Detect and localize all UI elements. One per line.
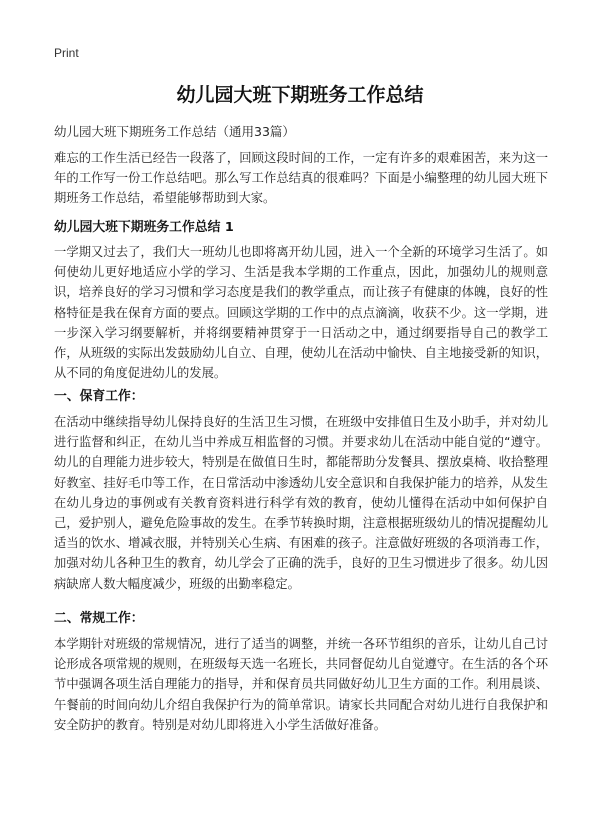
document-subtitle: 幼儿园大班下期班务工作总结（通用33篇） — [54, 124, 295, 139]
routine-work-paragraph: 本学期针对班级的常规情况，进行了适当的调整，并统一各环节组织的音乐，让幼儿自己讨论形成各项常规的规则，在班级每天选一名班长，共同督促幼儿自觉遵守。在生活的各个环节中强调各项生活自理能力的指导，并和保育员共同做好幼儿卫生方面的工作。利用晨谈、午餐前的时间向幼儿介绍自我保护行为的简单常识。请家长共同配合对幼儿进行自我保护和安全防护的教育。特别是对幼儿即将进入小学生活做好准备。 — [54, 637, 548, 732]
section-body-paragraph: 一学期又过去了，我们大一班幼儿也即将离开幼儿园，进入一个全新的环境学习生活了。如何使幼儿更好地适应小学的学习、生活是我本学期的工作重点，因此，加强幼儿的规则意识，培养良好的学习习惯和学习态度是我们的教学重点，而让孩子有健康的体魄，良好的性格特征是我在保育方面的要点。回顾这学期的工作中的点点滴滴，收获不少。这一学期，进一步深入学习纲要解析，并将纲要精神贯穿于一日活动之中，通过纲要指导自己的教学工作，从班级的实际出发鼓励幼儿自立、自理，使幼儿在活动中愉快、自主地接受新的知识，从不同的角度促进幼儿的发展。 — [54, 245, 548, 381]
care-work-heading: 一、保育工作： — [54, 389, 144, 404]
care-work-paragraph: 在活动中继续指导幼儿保持良好的生活卫生习惯，在班级中安排值日生及小助手，并对幼儿进行监督和纠正，在幼儿当中养成互相监督的习惯。并要求幼儿在活动中能自觉的“遵守。幼儿的自理能力进步较大，特别是在做值日生时，都能帮助分发餐具、摆放桌椅、收拾整理好教室、挂好毛巾等工作，在日常活动中渗透幼儿安全意识和自我保护能力的培养，从发生在幼儿身边的事例或有关教育资料进行科学有效的教育，使幼儿懂得在活动中如何保护自己，爱护别人，避免危险事故的发生。在季节转换时期，注意根据班级幼儿的情况提醒幼儿适当的饮水、增减衣服，并特别关心生病、有困难的孩子。注意做好班级的各项消毒工作，加强对幼儿各种卫生的教育，幼儿学会了正确的洗手，良好的卫生习惯进步了很多。幼儿因病缺席人数大幅度减少，班级的出勤率稳定。 — [54, 415, 548, 591]
section-title: 幼儿园大班下期班务工作总结 1 — [54, 220, 234, 235]
intro-paragraph: 难忘的工作生活已经告一段落了，回顾这段时间的工作，一定有许多的艰难困苦，来为这一年的工作写一份工作总结吧。那么写工作总结真的很难吗？下面是小编整理的幼儿园大班下期班务工作总结，希望能够帮助到大家。 — [54, 151, 548, 206]
routine-work-heading: 二、常规工作： — [54, 611, 144, 626]
page-title: 幼儿园大班下期班务工作总结 — [176, 84, 424, 106]
print-link[interactable]: Print — [54, 46, 79, 60]
